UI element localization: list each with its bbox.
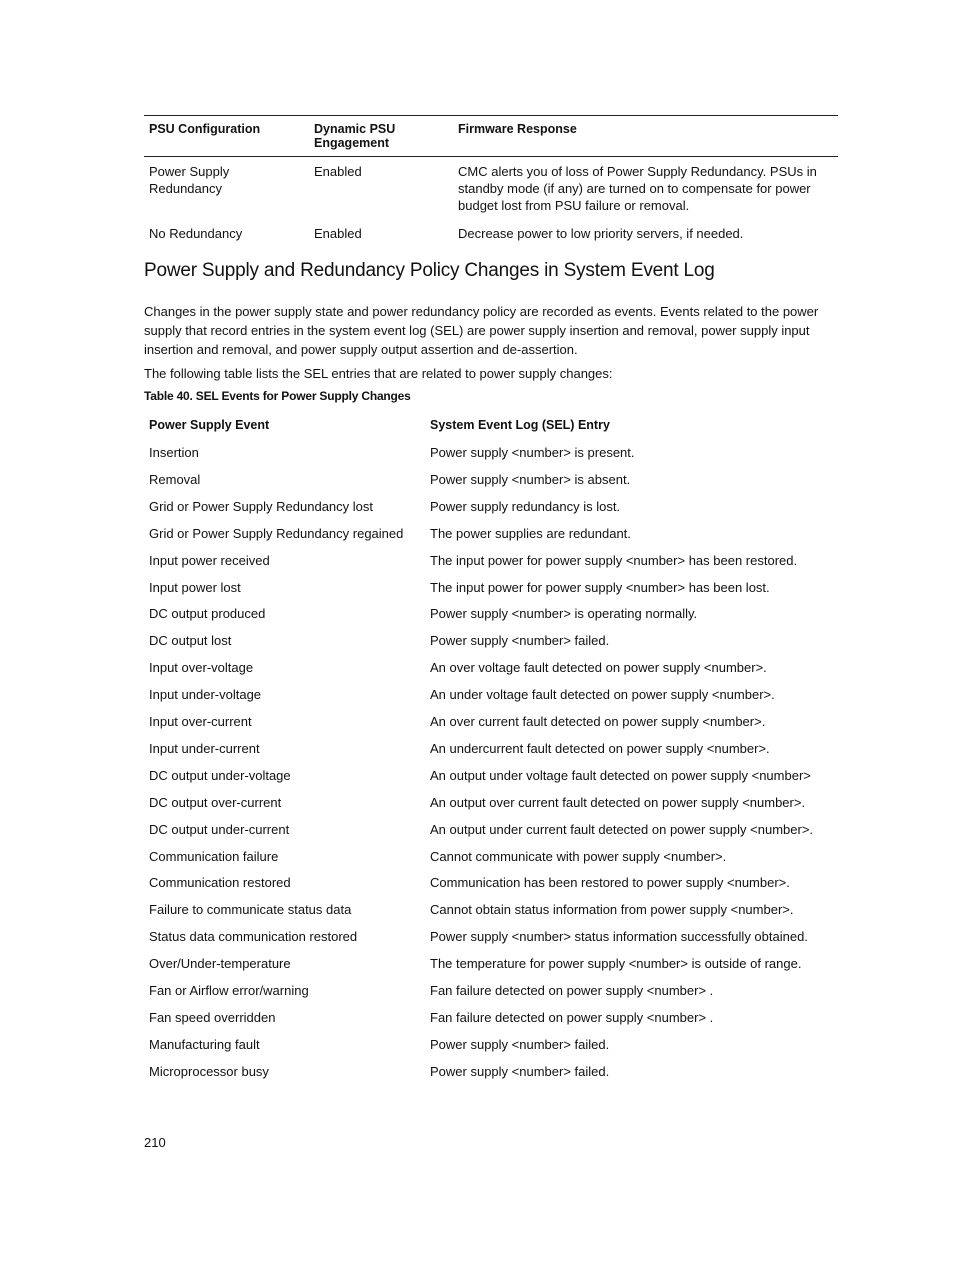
table-caption: Table 40. SEL Events for Power Supply Changes xyxy=(144,389,411,403)
event-cell: DC output over-current xyxy=(149,794,282,810)
table-cell: CMC alerts you of loss of Power Supply Redundancy. PSUs in standby mode (if any) are turned on to compensate for power budget lost from PSU failure or removal. xyxy=(458,164,817,213)
table-row xyxy=(144,1056,838,1083)
table-row xyxy=(144,652,838,679)
table-row xyxy=(144,867,838,894)
table-row xyxy=(144,760,838,787)
event-cell: Fan or Airflow error/warning xyxy=(149,983,309,998)
event-cell: DC output under-current xyxy=(149,821,290,837)
event-cell: Communication restored xyxy=(149,875,291,891)
sel-entry-cell: An output over current fault detected on power supply <number>. xyxy=(430,794,806,810)
table-cell: Enabled xyxy=(314,226,362,241)
sel-entry-cell: Cannot obtain status information from power supply <number>. xyxy=(430,902,794,918)
header-dynamic-psu-engagement: Dynamic PSU Engagement xyxy=(314,122,396,150)
table-row xyxy=(144,787,838,814)
table-row xyxy=(144,518,838,545)
table-cell: Decrease power to low priority servers, if needed. xyxy=(458,226,744,241)
sel-entry-cell: Power supply <number> failed. xyxy=(430,1063,610,1079)
psu-configuration-table xyxy=(144,115,838,255)
event-cell: Grid or Power Supply Redundancy regained xyxy=(149,525,404,541)
event-cell: DC output lost xyxy=(149,633,232,649)
sel-entry-cell: An undercurrent fault detected on power supply <number>. xyxy=(430,740,770,756)
table-row xyxy=(144,975,838,1002)
sel-entry-cell: Power supply <number> status information successfully obtained. xyxy=(430,929,808,945)
table-row xyxy=(144,1002,838,1029)
sel-entry-cell: Cannot communicate with power supply <number>. xyxy=(430,848,727,864)
event-cell: Grid or Power Supply Redundancy lost xyxy=(149,498,374,514)
table-row xyxy=(144,733,838,760)
table-row xyxy=(144,814,838,841)
section-paragraph: The following table lists the SEL entries that are related to power supply changes: xyxy=(144,366,613,381)
table-row xyxy=(144,921,838,948)
table-row xyxy=(144,464,838,491)
table-row xyxy=(144,679,838,706)
event-cell: Input power received xyxy=(149,552,270,568)
sel-entry-cell: The input power for power supply <number> has been lost. xyxy=(430,579,770,595)
sel-entry-cell: Power supply <number> is operating normally. xyxy=(430,606,698,622)
event-cell: Removal xyxy=(149,471,201,487)
event-cell: DC output produced xyxy=(149,606,266,622)
sel-entry-cell: The input power for power supply <number> has been restored. xyxy=(430,552,798,568)
table-row xyxy=(144,157,838,225)
sel-entry-cell: An over current fault detected on power supply <number>. xyxy=(430,714,766,729)
sel-entry-cell: Fan failure detected on power supply <number> . xyxy=(430,983,714,998)
table-row xyxy=(144,545,838,572)
event-cell: Manufacturing fault xyxy=(149,1036,260,1052)
table-cell: Power Supply Redundancy xyxy=(149,164,230,196)
table-row xyxy=(144,706,838,733)
sel-entry-cell: Fan failure detected on power supply <number> . xyxy=(430,1009,714,1025)
table-row xyxy=(144,625,838,652)
event-cell: Input over-voltage xyxy=(149,660,254,676)
sel-entry-cell: An output under current fault detected on power supply <number>. xyxy=(430,821,814,837)
table-header-row xyxy=(144,410,838,437)
sel-entry-cell: The temperature for power supply <number> is outside of range. xyxy=(430,956,802,972)
event-cell: DC output under-voltage xyxy=(149,767,291,783)
sel-entry-cell: Power supply <number> failed. xyxy=(430,1036,610,1052)
sel-entry-cell: An over voltage fault detected on power supply <number>. xyxy=(430,660,767,676)
page-number: 210 xyxy=(144,1135,166,1150)
table-row xyxy=(144,491,838,518)
header-psu-configuration: PSU Configuration xyxy=(149,122,261,136)
sel-entry-cell: Power supply <number> is absent. xyxy=(430,471,631,487)
section-heading: Power Supply and Redundancy Policy Changes in System Event Log xyxy=(144,260,715,281)
header-power-supply-event: Power Supply Event xyxy=(149,418,270,432)
table-row xyxy=(144,894,838,921)
event-cell: Input under-current xyxy=(149,740,260,756)
event-cell: Failure to communicate status data xyxy=(149,902,352,918)
sel-entry-cell: Power supply <number> failed. xyxy=(430,633,610,649)
sel-entry-cell: Communication has been restored to power supply <number>. xyxy=(430,875,790,891)
event-cell: Microprocessor busy xyxy=(149,1063,269,1079)
event-cell: Over/Under-temperature xyxy=(149,956,291,972)
header-firmware-response: Firmware Response xyxy=(458,122,577,136)
event-cell: Input under-voltage xyxy=(149,687,262,703)
event-cell: Input over-current xyxy=(149,714,252,729)
sel-entry-cell: Power supply redundancy is lost. xyxy=(430,498,621,514)
event-cell: Status data communication restored xyxy=(149,929,358,945)
table-cell: No Redundancy xyxy=(149,226,243,241)
event-cell: Communication failure xyxy=(149,848,279,864)
table-header-row xyxy=(144,116,838,157)
header-sel-entry: System Event Log (SEL) Entry xyxy=(430,418,610,432)
sel-entry-cell: An under voltage fault detected on power supply <number>. xyxy=(430,687,775,703)
table-row xyxy=(144,598,838,625)
event-cell: Fan speed overridden xyxy=(149,1009,276,1025)
table-row xyxy=(144,841,838,868)
table-row xyxy=(144,1029,838,1056)
section-paragraph: Changes in the power supply state and power redundancy policy are recorded as events. Events related to the power supply that record entries in the system event log (SEL) are power supply insertion and removal, power supply input insertion and removal, and power supply output assertion and de-assertion. xyxy=(144,304,819,357)
table-row xyxy=(144,225,838,255)
sel-entry-cell: Power supply <number> is present. xyxy=(430,445,635,460)
event-cell: Input power lost xyxy=(149,579,241,595)
event-cell: Insertion xyxy=(149,445,199,460)
table-row xyxy=(144,948,838,975)
table-row xyxy=(144,437,838,464)
sel-entry-cell: The power supplies are redundant. xyxy=(430,525,631,541)
sel-entry-cell: An output under voltage fault detected on power supply <number> xyxy=(430,767,811,783)
table-row xyxy=(144,572,838,599)
table-cell: Enabled xyxy=(314,164,362,179)
